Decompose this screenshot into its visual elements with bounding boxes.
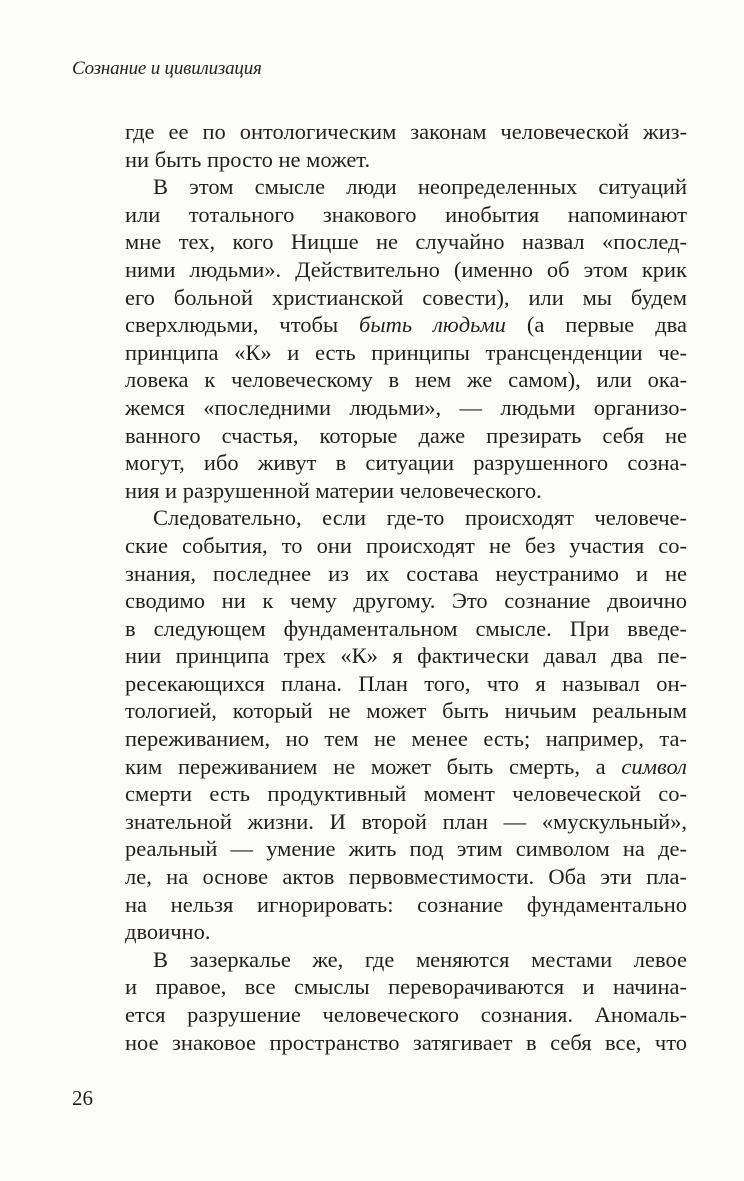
text-run: ким переживанием не может быть смерть, а [125, 753, 622, 779]
text-line [125, 863, 687, 891]
text-run: ния и разрушенной материи человеческого. [125, 477, 542, 503]
text-line [125, 642, 687, 670]
text-run: в следующем фундаментальном смысле. При введе- [125, 615, 687, 641]
text-run: могут, ибо живут в ситуации разрушенного созна- [125, 450, 687, 476]
text-run: ное знаковое пространство затягивает в себя все, что [125, 1029, 687, 1055]
text-run: сводимо ни к чему другому. Это сознание двоично [125, 588, 687, 614]
text-line [125, 311, 687, 339]
running-head: Сознание и цивилизация [72, 58, 262, 79]
text-run: знательной жизни. И второй план — «мускульный», [125, 808, 687, 834]
text-run: принципа «К» и есть принципы трансценденции че- [125, 339, 687, 365]
text-line [125, 339, 687, 367]
text-run: ется разрушение человеческого сознания. Аномаль- [125, 1002, 687, 1027]
text-line [125, 973, 687, 1001]
text-line [125, 835, 687, 863]
text-line [125, 891, 687, 919]
text-line [125, 1001, 687, 1029]
text-line [125, 725, 687, 753]
text-run: ванного счастья, которые даже презирать себя не [125, 422, 687, 448]
text-line [125, 670, 687, 698]
text-run: его больной христианской совести), или мы будем [125, 284, 687, 310]
text-run: сверхлюдьми, чтобы [125, 312, 360, 338]
text-run: тологией, который не может быть ничьим реальным [125, 698, 687, 724]
text-run: В этом смысле люди неопределенных ситуаций [153, 174, 687, 200]
page-number: 26 [72, 1086, 93, 1110]
text-line [125, 284, 687, 312]
text-line [125, 173, 687, 201]
text-line [125, 753, 687, 781]
text-line [125, 615, 687, 643]
text-line [125, 477, 687, 505]
text-line [125, 201, 687, 229]
text-line [125, 449, 687, 477]
text-run: нии принципа трех «К» я фактически давал два пе- [125, 643, 687, 669]
text-run: жемся «последними людьми», — людьми организо- [125, 394, 687, 420]
text-line [125, 697, 687, 725]
text-line [125, 118, 687, 146]
text-line [125, 780, 687, 808]
text-line [125, 394, 687, 422]
text-line [125, 504, 687, 532]
text-run: переживанием, но тем не менее есть; например, та- [125, 726, 687, 752]
text-run: мне тех, кого Ницше не случайно назвал «послед- [125, 229, 687, 255]
text-line [125, 918, 687, 946]
text-run: В зазеркалье же, где меняются местами левое [153, 946, 687, 972]
text-run: реальный — умение жить под этим символом на де- [125, 836, 687, 862]
italic-emphasis: символ [621, 753, 687, 779]
text-line [125, 256, 687, 284]
text-run: ле, на основе актов первовместимости. Оба эти пла- [125, 864, 687, 890]
text-run: ними людьми». Действительно (именно об этом крик [125, 256, 687, 282]
text-line [125, 808, 687, 836]
text-run: ловека к человеческому в нем же самом), или ока- [125, 367, 687, 393]
text-line [125, 587, 687, 615]
text-run: ресекающихся плана. План того, что я называл он- [125, 670, 687, 696]
text-line [125, 422, 687, 450]
text-line [125, 146, 687, 174]
italic-emphasis: быть людьми [359, 312, 506, 338]
body-text [125, 118, 687, 1056]
text-run: ские события, то они происходят не без участия со- [125, 532, 687, 558]
text-run: ни быть просто не может. [125, 146, 371, 172]
text-run: или тотального знакового инобытия напоминают [125, 201, 687, 227]
text-line [125, 1029, 687, 1057]
text-run: двоично. [125, 919, 211, 945]
text-run: смерти есть продуктивный момент человеческой со- [125, 781, 687, 807]
text-run: знания, последнее из их состава неустранимо и не [125, 560, 687, 586]
text-line [125, 228, 687, 256]
text-run: (а первые два [505, 312, 687, 338]
text-run: на нельзя игнорировать: сознание фундаментально [125, 891, 687, 917]
text-line [125, 532, 687, 560]
text-line [125, 366, 687, 394]
text-line [125, 560, 687, 588]
text-run: где ее по онтологическим законам человеческой жиз- [125, 119, 687, 144]
text-run: Следовательно, если где-то происходят человече- [153, 505, 687, 531]
text-run: и правое, все смыслы переворачиваются и начина- [125, 974, 687, 1000]
text-line [125, 946, 687, 974]
